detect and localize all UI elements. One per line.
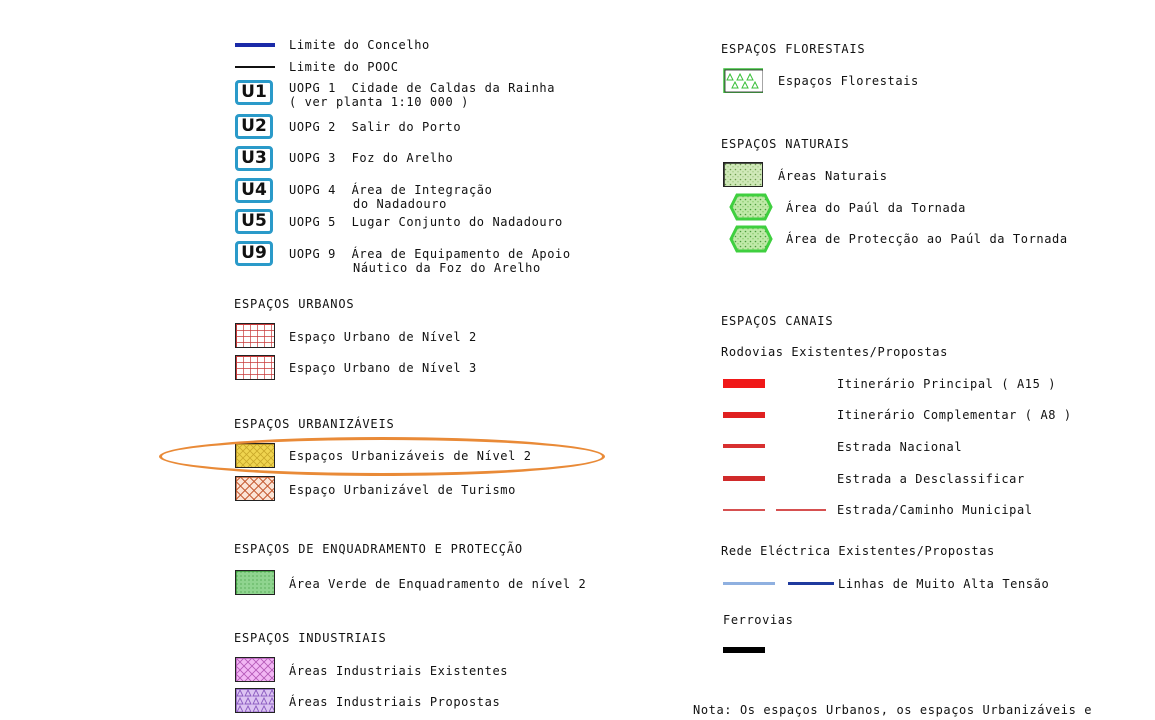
uopg-4-icon: U4 xyxy=(235,178,273,203)
section-title-industriais: ESPAÇOS INDUSTRIAIS xyxy=(234,631,387,645)
uopg-3-icon: U3 xyxy=(235,146,273,171)
uopg-3-label: UOPG 3 Foz do Arelho xyxy=(289,151,454,165)
road-desclassificar-symbol xyxy=(723,476,765,481)
natural-area-swatch xyxy=(723,162,763,187)
industrial-existing-swatch xyxy=(235,657,275,682)
area-verde-label: Área Verde de Enquadramento de nível 2 xyxy=(289,577,587,591)
road-complementar-symbol xyxy=(723,412,765,418)
urbanizavel-level-2-label: Espaços Urbanizáveis de Nível 2 xyxy=(289,449,532,463)
uopg-9-sublabel: Náutico da Foz do Arelho xyxy=(353,261,541,275)
pooc-boundary-label: Limite do POOC xyxy=(289,60,399,74)
paul-tornada-symbol xyxy=(729,193,773,221)
uopg-9-label: UOPG 9 Área de Equipamento de Apoio xyxy=(289,247,571,261)
industrial-proposed-swatch xyxy=(235,688,275,713)
urban-level-2-swatch xyxy=(235,323,275,348)
rede-electrica-subtitle: Rede Eléctrica Existentes/Propostas xyxy=(721,544,995,558)
uopg-1-icon: U1 xyxy=(235,80,273,105)
uopg-4-label: UOPG 4 Área de Integração xyxy=(289,183,493,197)
ferrovias-subtitle: Ferrovias xyxy=(723,613,794,627)
railway-symbol xyxy=(723,647,765,653)
power-line-proposed-symbol xyxy=(788,582,834,585)
uopg-2-label: UOPG 2 Salir do Porto xyxy=(289,120,462,134)
highlight-ellipse xyxy=(159,437,605,476)
natural-area-label: Áreas Naturais xyxy=(778,169,888,183)
area-verde-swatch xyxy=(235,570,275,595)
uopg-1-label: UOPG 1 Cidade de Caldas da Rainha xyxy=(289,81,556,95)
section-title-enquadramento: ESPAÇOS DE ENQUADRAMENTO E PROTECÇÃO xyxy=(234,542,523,556)
section-title-florestais: ESPAÇOS FLORESTAIS xyxy=(721,42,866,56)
road-complementar-label: Itinerário Complementar ( A8 ) xyxy=(837,408,1072,422)
paul-protection-symbol xyxy=(729,225,773,253)
forest-label: Espaços Florestais xyxy=(778,74,919,88)
industrial-proposed-label: Áreas Industriais Propostas xyxy=(289,695,501,709)
uopg-5-label: UOPG 5 Lugar Conjunto do Nadadouro xyxy=(289,215,563,229)
uopg-1-sublabel: ( ver planta 1:10 000 ) xyxy=(289,95,469,109)
road-municipal-label: Estrada/Caminho Municipal xyxy=(837,503,1033,517)
uopg-5-icon: U5 xyxy=(235,209,273,234)
road-principal-symbol xyxy=(723,379,765,388)
road-nacional-symbol xyxy=(723,444,765,448)
section-title-urbanos: ESPAÇOS URBANOS xyxy=(234,297,355,311)
urban-level-3-label: Espaço Urbano de Nível 3 xyxy=(289,361,477,375)
section-title-naturais: ESPAÇOS NATURAIS xyxy=(721,137,850,151)
road-municipal-proposed-symbol xyxy=(776,509,826,511)
power-line-existing-symbol xyxy=(723,582,775,585)
urbanizavel-turismo-swatch xyxy=(235,476,275,501)
concelho-boundary-label: Limite do Concelho xyxy=(289,38,430,52)
concelho-boundary-symbol xyxy=(235,43,275,47)
uopg-9-icon: U9 xyxy=(235,241,273,266)
road-municipal-existing-symbol xyxy=(723,509,765,511)
urban-level-2-label: Espaço Urbano de Nível 2 xyxy=(289,330,477,344)
uopg-4-sublabel: do Nadadouro xyxy=(353,197,447,211)
road-desclassificar-label: Estrada a Desclassificar xyxy=(837,472,1025,486)
section-title-canais: ESPAÇOS CANAIS xyxy=(721,314,834,328)
paul-tornada-label: Área do Paúl da Tornada xyxy=(786,201,966,215)
legend-note: Nota: Os espaços Urbanos, os espaços Urbanizáveis e xyxy=(693,703,1093,717)
section-title-urbanizaveis: ESPAÇOS URBANIZÁVEIS xyxy=(234,417,395,431)
industrial-existing-label: Áreas Industriais Existentes xyxy=(289,664,509,678)
road-principal-label: Itinerário Principal ( A15 ) xyxy=(837,377,1057,391)
power-line-label: Linhas de Muito Alta Tensão xyxy=(838,577,1050,591)
urbanizavel-turismo-label: Espaço Urbanizável de Turismo xyxy=(289,483,516,497)
urban-level-3-swatch xyxy=(235,355,275,380)
rodovias-subtitle: Rodovias Existentes/Propostas xyxy=(721,345,948,359)
uopg-2-icon: U2 xyxy=(235,114,273,139)
paul-protection-label: Área de Protecção ao Paúl da Tornada xyxy=(786,232,1068,246)
road-nacional-label: Estrada Nacional xyxy=(837,440,963,454)
pooc-boundary-symbol xyxy=(235,66,275,68)
forest-swatch xyxy=(723,68,763,93)
